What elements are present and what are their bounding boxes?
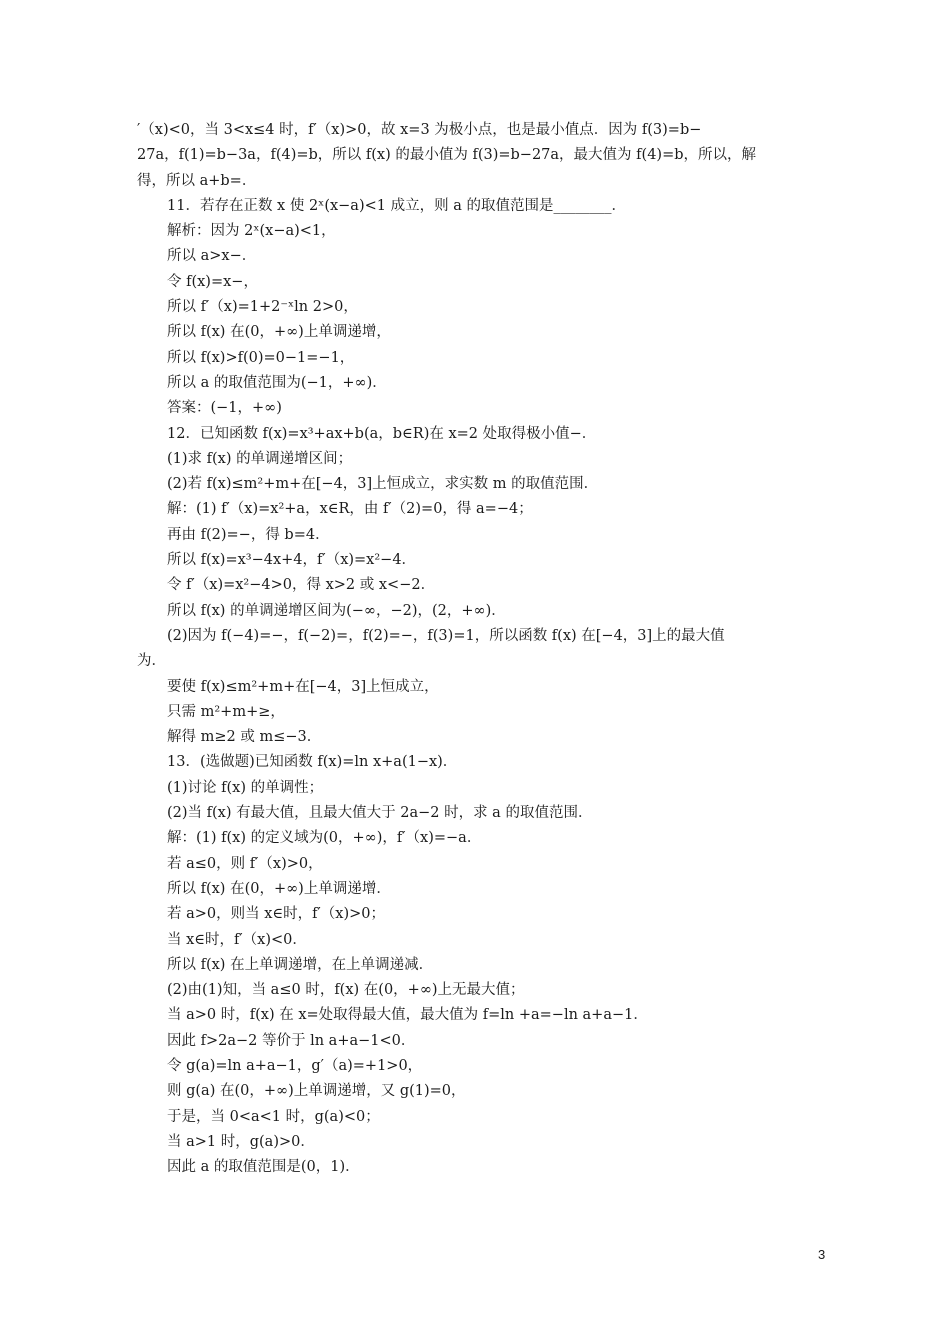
text-line: 令 f(x)=x−， (167, 273, 258, 290)
text-line: 当 a>0 时，f(x) 在 x=处取得最大值，最大值为 f=ln +a=−ln a+a−1． (167, 1007, 648, 1024)
problem-13-statement: 13．(选做题)已知函数 f(x)=ln x+a(1−x)． (167, 754, 458, 771)
text-line: 只需 m²+m+≥， (167, 703, 285, 720)
page-number: 3 (818, 1247, 826, 1262)
text-line: 因此 a 的取值范围是(0，1)． (167, 1159, 360, 1176)
text-line: 要使 f(x)≤m²+m+在[−4，3]上恒成立， (167, 678, 439, 695)
text-line: 当 a>1 时，g(a)>0． (167, 1133, 315, 1150)
text-line: ′（x)<0，当 3<x≤4 时，f′（x)>0，故 x=3 为极小点，也是最小值点．因为 f(3)=b− (137, 122, 702, 138)
page-body (137, 118, 817, 1180)
text-line: (1)求 f(x) 的单调递增区间； (167, 450, 353, 467)
text-line: 若 a≤0，则 f′（x)>0， (167, 855, 323, 872)
text-line: (1)讨论 f(x) 的单调性； (167, 779, 324, 796)
text-line: 于是，当 0<a<1 时，g(a)<0； (167, 1108, 380, 1125)
text-line: (2)因为 f(−4)=−，f(−2)=，f(2)=−，f(3)=1，所以函数 f(x) 在[−4，3]上的最大值 (167, 627, 725, 644)
text-line: 令 f′（x)=x²−4>0，得 x>2 或 x<−2． (167, 577, 436, 594)
text-line: 所以 f′（x)=1+2⁻ˣln 2>0， (167, 299, 358, 316)
text-line: (2)若 f(x)≤m²+m+在[−4，3]上恒成立，求实数 m 的取值范围． (167, 476, 599, 493)
answer-line: 答案：(−1，+∞) (167, 400, 282, 417)
text-line: 所以 f(x) 在(0，+∞)上单调递增． (167, 880, 391, 897)
text-line: 所以 f(x) 在(0，+∞)上单调递增， (167, 324, 391, 341)
text-line: 得，所以 a+b=． (137, 172, 257, 189)
text-line: 解：(1) f(x) 的定义域为(0，+∞)，f′（x)=−a． (167, 830, 482, 847)
text-line: 则 g(a) 在(0，+∞)上单调递增，又 g(1)=0， (167, 1083, 466, 1100)
text-line: 解得 m≥2 或 m≤−3． (167, 729, 322, 746)
text-line: 解：(1) f′（x)=x²+a，x∈R，由 f′（2)=0，得 a=−4； (167, 501, 533, 518)
text-line: (2)当 f(x) 有最大值，且最大值大于 2a−2 时，求 a 的取值范围． (167, 805, 593, 822)
text-line: 27a，f(1)=b−3a，f(4)=b，所以 f(x) 的最小值为 f(3)=b−27a，最大值为 f(4)=b，所以，解 (137, 147, 757, 164)
text-line: (2)由(1)知，当 a≤0 时，f(x) 在(0，+∞)上无最大值； (167, 982, 525, 999)
text-line: 所以 f(x)>f(0)=0−1=−1， (167, 349, 355, 366)
text-line: 所以 a>x−． (167, 248, 257, 265)
problem-12-statement: 12．已知函数 f(x)=x³+ax+b(a，b∈R)在 x=2 处取得极小值−． (167, 425, 597, 442)
problem-11-statement: 11．若存在正数 x 使 2ˣ(x−a)<1 成立，则 a 的取值范围是________． (167, 197, 626, 214)
text-line: 若 a>0，则当 x∈时，f′（x)>0； (167, 906, 386, 923)
text-line: 为． (137, 653, 166, 670)
text-line: 当 x∈时，f′（x)<0． (167, 931, 307, 948)
text-line: 所以 f(x)=x³−4x+4，f′（x)=x²−4． (167, 552, 417, 569)
text-line: 令 g(a)=ln a+a−1，g′（a)=+1>0， (167, 1057, 423, 1074)
text-line: 解析：因为 2ˣ(x−a)<1， (167, 223, 336, 240)
text-line: 再由 f(2)=−，得 b=4． (167, 526, 330, 543)
text-line: 所以 f(x) 在上单调递增，在上单调递减． (167, 956, 434, 973)
text-line: 所以 a 的取值范围为(−1，+∞)． (167, 374, 387, 391)
text-line: 所以 f(x) 的单调递增区间为(−∞，−2)，(2，+∞)． (167, 602, 506, 619)
text-line: 因此 f>2a−2 等价于 ln a+a−1<0． (167, 1032, 416, 1049)
